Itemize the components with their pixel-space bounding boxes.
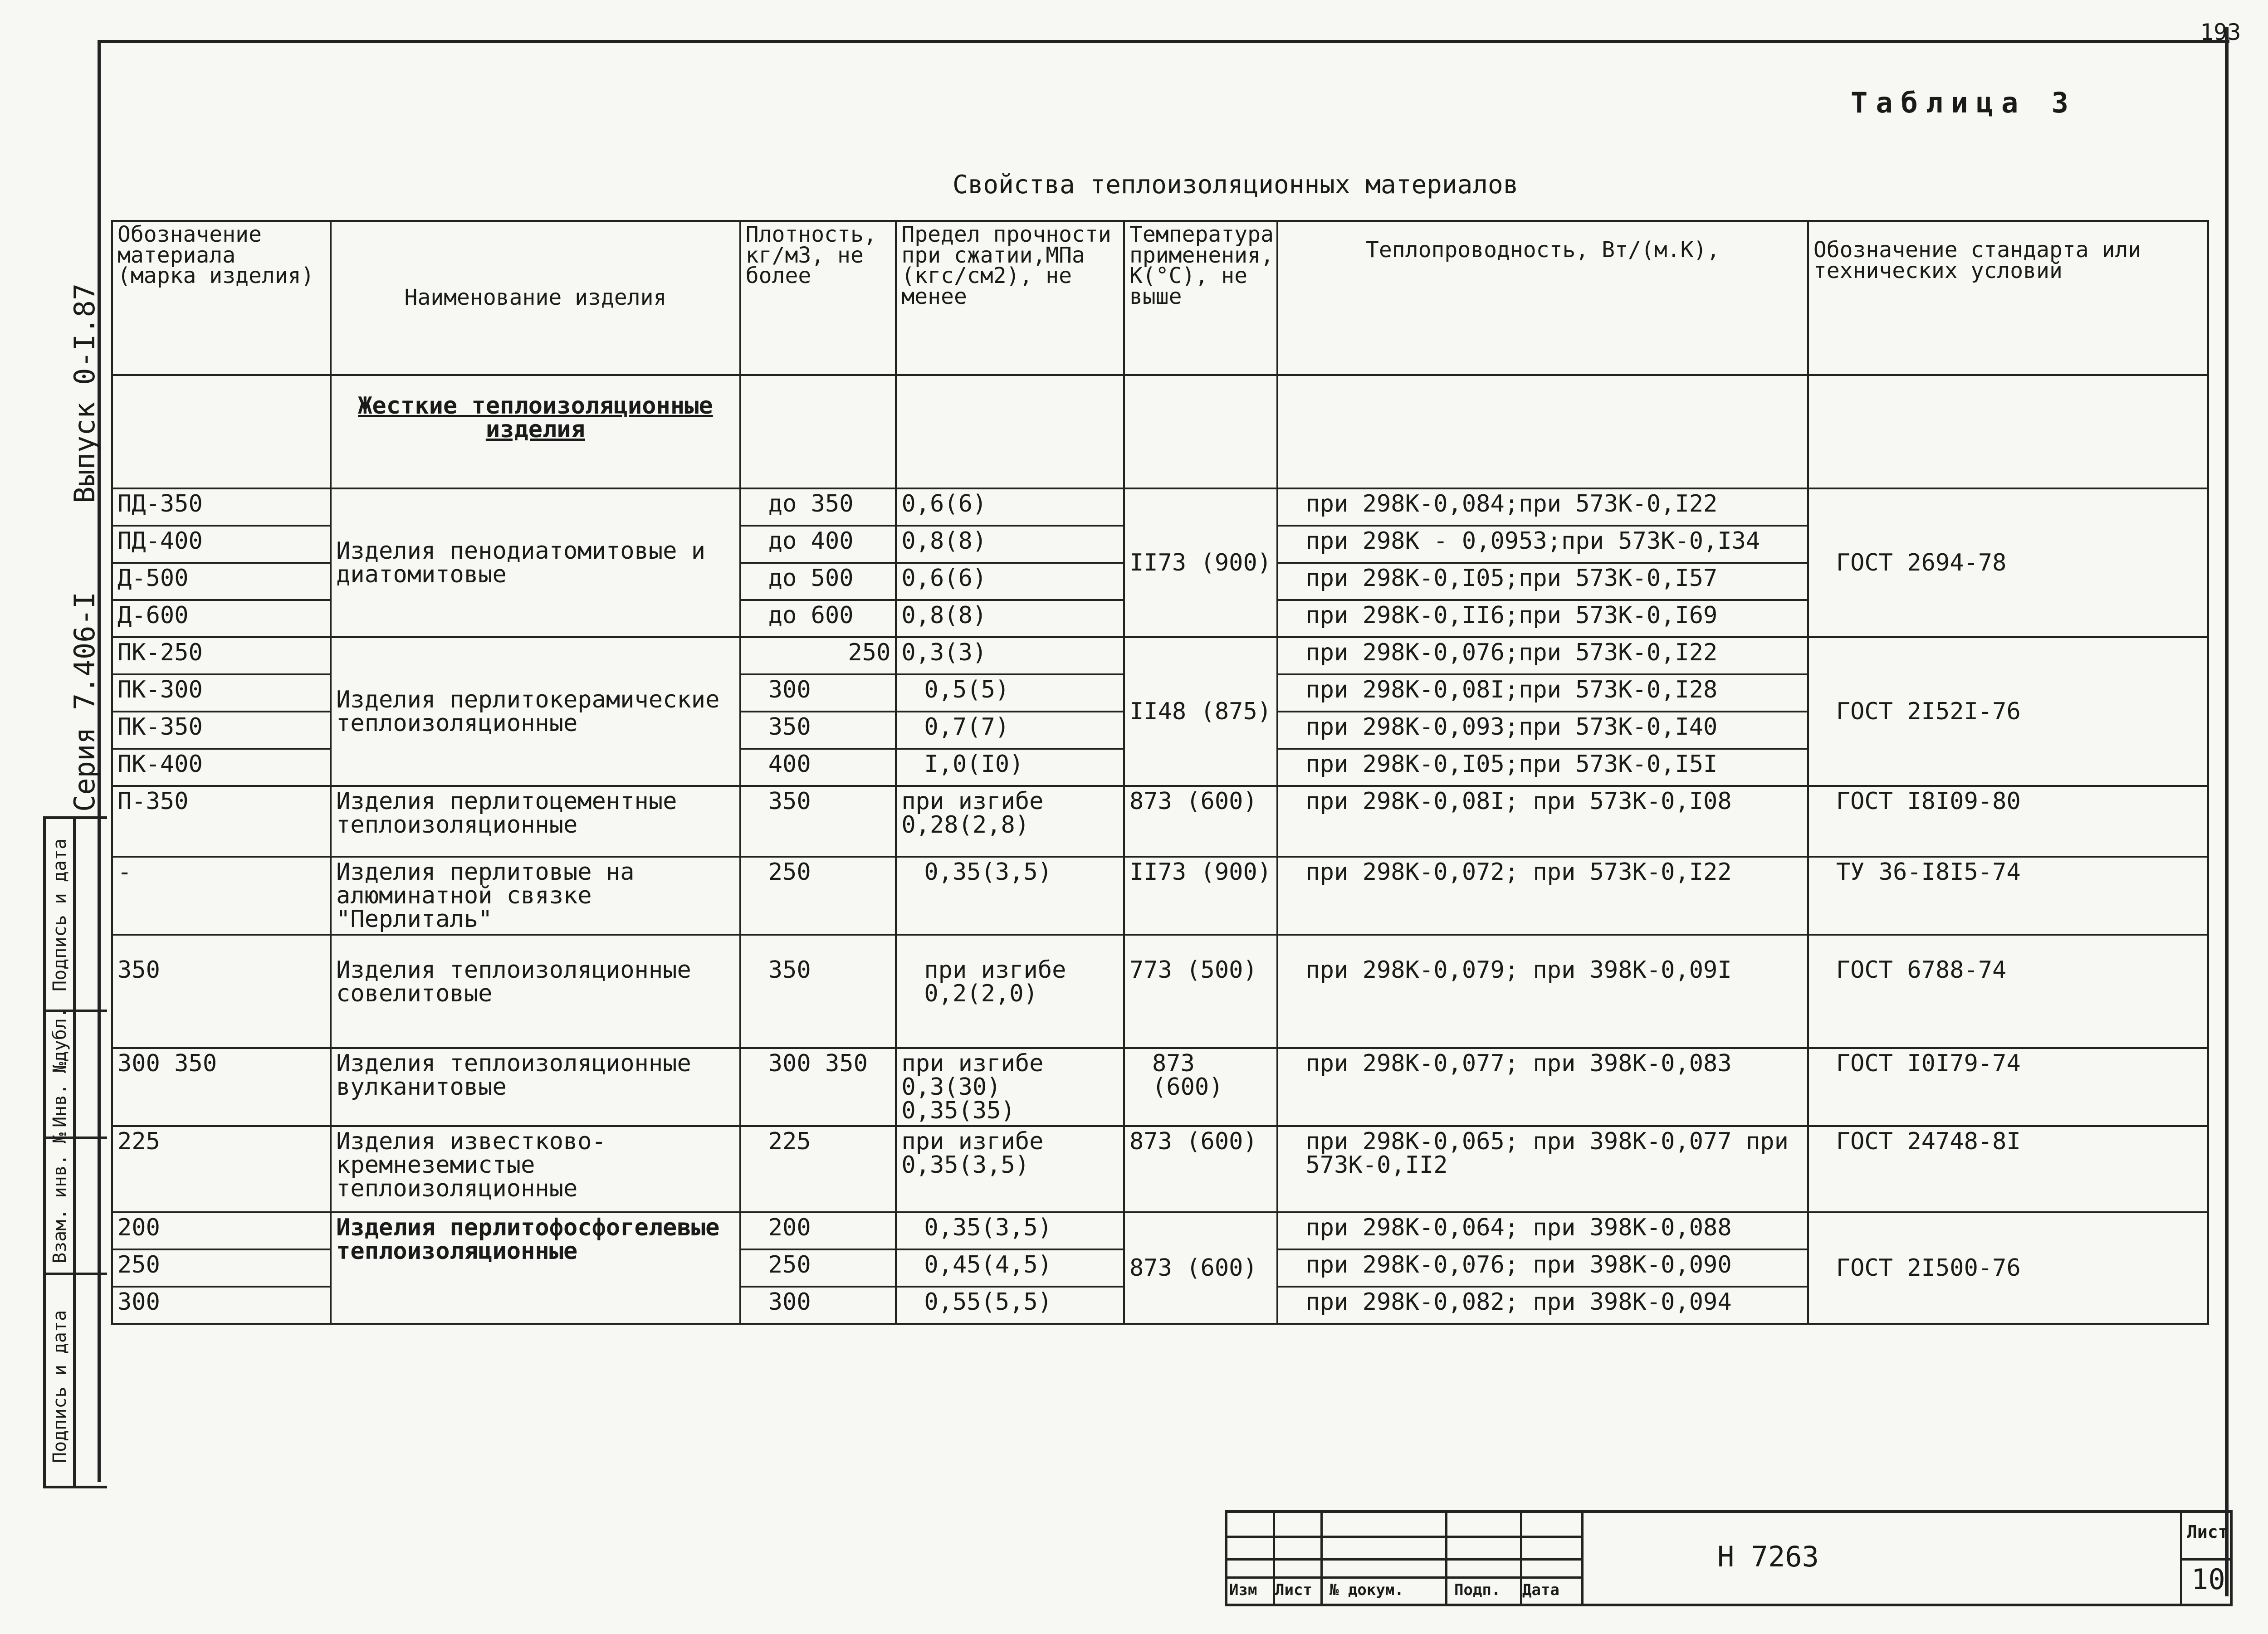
conductivity-cell: при 298К-0,072; при 573К-0,I22 (1277, 857, 1808, 935)
conductivity-cell: при 298К-0,064; при 398К-0,088 (1277, 1212, 1808, 1249)
table-row (112, 637, 2208, 674)
stamp-label: Подпись и дата (49, 838, 70, 991)
table-row (112, 488, 2208, 526)
strength-cell: 0,8(8) (896, 600, 1124, 637)
title-block-label: Лист (1275, 1581, 1312, 1599)
column-header: Обозначение стандарта или технических условий (1808, 221, 2208, 375)
column-header: Обозначение материала (марка изделия) (112, 221, 331, 375)
conductivity-cell: при 298К-0,I05;при 573К-0,I57 (1277, 563, 1808, 600)
conductivity-cell: при 298К-0,093;при 573К-0,I40 (1277, 712, 1808, 749)
standard-cell: ГОСТ I0I79-74 (1808, 1048, 2208, 1126)
mark-cell: 350 (112, 935, 331, 1048)
density-cell: до 350 (740, 488, 896, 526)
page-corner-number: 193 (2200, 19, 2241, 45)
mark-cell: ПК-250 (112, 637, 331, 674)
strength-cell: 0,8(8) (896, 526, 1124, 563)
sheet-number: 10 (2191, 1563, 2225, 1596)
column-header: Наименование изделия (331, 221, 740, 375)
temperature-cell: 873 (600) (1124, 1212, 1277, 1324)
strength-cell: I,0(I0) (896, 749, 1124, 786)
density-cell: до 500 (740, 563, 896, 600)
density-cell: до 400 (740, 526, 896, 563)
column-header: Плотность, кг/м3, не более (740, 221, 896, 375)
density-cell: 400 (740, 749, 896, 786)
title-block-label: Дата (1522, 1581, 1559, 1599)
mark-cell: 200 (112, 1212, 331, 1249)
conductivity-cell: при 298К-0,082; при 398К-0,094 (1277, 1287, 1808, 1324)
column-header: Предел прочности при сжатии,МПа (кгс/см2), не менее (896, 221, 1124, 375)
title-block-label: Подп. (1454, 1581, 1501, 1599)
standard-cell: ГОСТ 2694-78 (1808, 488, 2208, 637)
table-caption: Свойства теплоизоляционных материалов (953, 170, 1519, 200)
product-name-cell: Изделия известково-кремнеземистые теплоизоляционные (331, 1126, 740, 1212)
standard-cell: ГОСТ 2I500-76 (1808, 1212, 2208, 1324)
stamp-label: Взам. инв. № (49, 1132, 70, 1263)
title-block-label: Изм (1229, 1581, 1257, 1599)
conductivity-cell: при 298К-0,076;при 573К-0,I22 (1277, 637, 1808, 674)
mark-cell: ПД-400 (112, 526, 331, 563)
temperature-cell: 873 (600) (1124, 1048, 1277, 1126)
temperature-cell: 873 (600) (1124, 1126, 1277, 1212)
strength-cell: 0,3(3) (896, 637, 1124, 674)
density-cell: 350 (740, 712, 896, 749)
temperature-cell: II73 (900) (1124, 488, 1277, 637)
standard-cell: ГОСТ 2I52I-76 (1808, 637, 2208, 786)
table-row (112, 1126, 2208, 1212)
sheet-label: Лист (2187, 1522, 2229, 1542)
conductivity-cell: при 298К-0,08I; при 573К-0,I08 (1277, 786, 1808, 857)
title-block (1225, 1510, 2233, 1606)
density-cell: 250 (740, 857, 896, 935)
series-label: Серия 7.406-I (68, 591, 101, 812)
conductivity-cell: при 298К-0,II6;при 573К-0,I69 (1277, 600, 1808, 637)
title-block-label: № докум. (1330, 1581, 1404, 1599)
density-cell: 250 (740, 1249, 896, 1287)
product-name-cell: Изделия перлитокерамические теплоизоляционные (331, 637, 740, 786)
side-stamp (43, 816, 107, 1488)
temperature-cell: 873 (600) (1124, 786, 1277, 857)
properties-table (111, 220, 2209, 1325)
density-cell: 300 (740, 674, 896, 712)
product-name-cell: Изделия пенодиатомитовые и диатомитовые (331, 488, 740, 637)
density-cell: 350 (740, 786, 896, 857)
table-row (112, 935, 2208, 1048)
header-row (112, 221, 2208, 375)
conductivity-cell: при 298К-0,076; при 398К-0,090 (1277, 1249, 1808, 1287)
strength-cell: при изгибе 0,35(3,5) (896, 1126, 1124, 1212)
issue-label: Выпуск 0-I.87 (68, 283, 101, 503)
density-cell: 200 (740, 1212, 896, 1249)
mark-cell: - (112, 857, 331, 935)
standard-cell: ГОСТ I8I09-80 (1808, 786, 2208, 857)
section-row (112, 375, 2208, 488)
standard-cell: ТУ 36-I8I5-74 (1808, 857, 2208, 935)
density-cell: до 600 (740, 600, 896, 637)
strength-cell: 0,7(7) (896, 712, 1124, 749)
column-header: Температура применения, К(°С), не выше (1124, 221, 1277, 375)
product-name-cell: Изделия перлитоцементные теплоизоляционные (331, 786, 740, 857)
mark-cell: ПД-350 (112, 488, 331, 526)
section-title: Жесткие теплоизоляционные изделия (331, 375, 740, 488)
conductivity-cell: при 298К-0,08I;при 573К-0,I28 (1277, 674, 1808, 712)
product-name-cell: Изделия теплоизоляционные вулканитовые (331, 1048, 740, 1126)
density-cell: 250 (740, 637, 896, 674)
mark-cell: 225 (112, 1126, 331, 1212)
strength-cell: при изгибе 0,3(30) 0,35(35) (896, 1048, 1124, 1126)
mark-cell: Д-500 (112, 563, 331, 600)
strength-cell: 0,35(3,5) (896, 1212, 1124, 1249)
density-cell: 300 (740, 1287, 896, 1324)
product-name-cell: Изделия перлитовые на алюминатной связке "Перлиталь" (331, 857, 740, 935)
density-cell: 350 (740, 935, 896, 1048)
stamp-label: Инв. №дубл. (49, 1007, 70, 1127)
mark-cell: ПК-400 (112, 749, 331, 786)
conductivity-cell: при 298К-0,077; при 398К-0,083 (1277, 1048, 1808, 1126)
strength-cell: 0,6(6) (896, 563, 1124, 600)
stamp-label: Подпись и дата (49, 1310, 70, 1463)
mark-cell: 300 (112, 1287, 331, 1324)
conductivity-cell: при 298К - 0,0953;при 573К-0,I34 (1277, 526, 1808, 563)
strength-cell: 0,6(6) (896, 488, 1124, 526)
table-number: Таблица 3 (1851, 86, 2077, 119)
column-header: Теплопроводность, Вт/(м.К), (1277, 221, 1808, 375)
frame-right-border (2225, 27, 2229, 1596)
standard-cell: ГОСТ 6788-74 (1808, 935, 2208, 1048)
strength-cell: при изгибе 0,28(2,8) (896, 786, 1124, 857)
table-row (112, 786, 2208, 857)
temperature-cell: 773 (500) (1124, 935, 1277, 1048)
conductivity-cell: при 298К-0,079; при 398К-0,09I (1277, 935, 1808, 1048)
mark-cell: 250 (112, 1249, 331, 1287)
conductivity-cell: при 298К-0,065; при 398К-0,077 при 573К-0,II2 (1277, 1126, 1808, 1212)
product-name-cell: Изделия перлитофосфогелевые теплоизоляционные (331, 1212, 740, 1324)
mark-cell: ПК-300 (112, 674, 331, 712)
density-cell: 225 (740, 1126, 896, 1212)
strength-cell: при изгибе 0,2(2,0) (896, 935, 1124, 1048)
strength-cell: 0,45(4,5) (896, 1249, 1124, 1287)
mark-cell: П-350 (112, 786, 331, 857)
table-row (112, 1048, 2208, 1126)
table-row (112, 857, 2208, 935)
temperature-cell: II73 (900) (1124, 857, 1277, 935)
strength-cell: 0,35(3,5) (896, 857, 1124, 935)
product-name-cell: Изделия теплоизоляционные совелитовые (331, 935, 740, 1048)
table-row (112, 1212, 2208, 1249)
standard-cell: ГОСТ 24748-8I (1808, 1126, 2208, 1212)
temperature-cell: II48 (875) (1124, 637, 1277, 786)
frame-top-border (98, 40, 2229, 43)
mark-cell: Д-600 (112, 600, 331, 637)
conductivity-cell: при 298К-0,I05;при 573К-0,I5I (1277, 749, 1808, 786)
mark-cell: ПК-350 (112, 712, 331, 749)
strength-cell: 0,5(5) (896, 674, 1124, 712)
density-cell: 300 350 (740, 1048, 896, 1126)
document-number: Н 7263 (1717, 1540, 1819, 1573)
strength-cell: 0,55(5,5) (896, 1287, 1124, 1324)
mark-cell: 300 350 (112, 1048, 331, 1126)
conductivity-cell: при 298К-0,084;при 573К-0,I22 (1277, 488, 1808, 526)
